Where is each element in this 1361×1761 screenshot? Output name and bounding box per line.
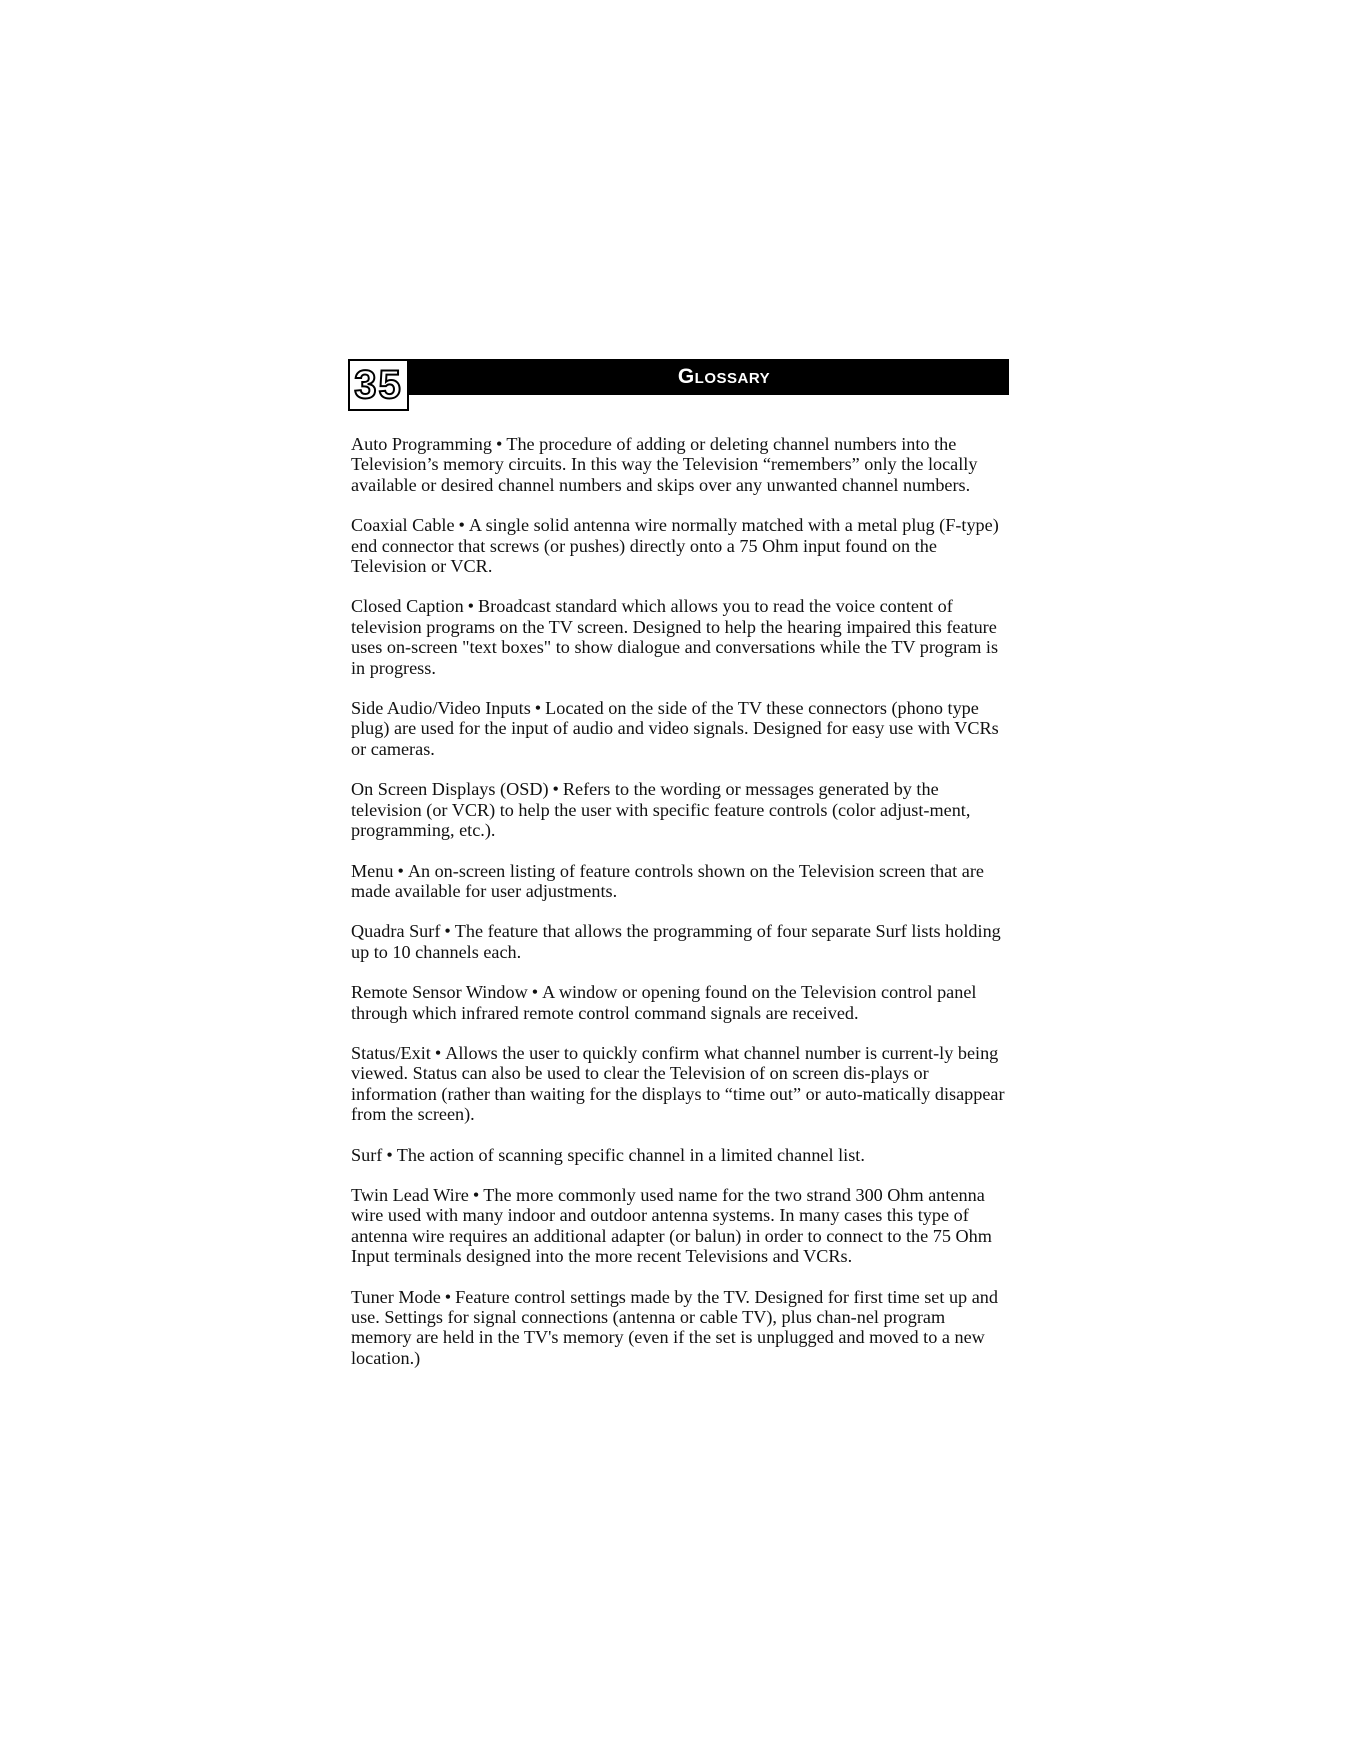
glossary-list (351, 434, 1006, 1388)
glossary-entry (351, 1145, 1006, 1165)
entry-definition: The action of scanning specific channel in a limited channel list. (396, 1144, 865, 1165)
entry-definition: An on-screen listing of feature controls shown on the Television screen that are made available for user adjustments. (351, 860, 984, 901)
glossary-entry (351, 515, 1006, 576)
entry-term: On Screen Displays (OSD) (351, 779, 549, 800)
entry-term: Quadra Surf (351, 921, 441, 942)
title-bar (409, 359, 1009, 395)
glossary-entry (351, 1043, 1006, 1125)
bullet-separator: • (444, 921, 451, 942)
glossary-entry (351, 698, 1006, 759)
entry-term: Twin Lead Wire (351, 1184, 469, 1205)
entry-term: Coaxial Cable (351, 515, 455, 536)
entry-term: Side Audio/Video Inputs (351, 698, 531, 719)
entry-term: Surf (351, 1144, 383, 1165)
entry-definition: A single solid antenna wire normally matched with a metal plug (F-type) end connector that screws (or pushes) directly onto a 75 Ohm input found on the Television or VCR. (351, 515, 999, 577)
entry-term: Menu (351, 860, 394, 881)
glossary-entry (351, 861, 1006, 902)
glossary-entry (351, 1287, 1006, 1369)
bullet-separator: • (467, 596, 475, 617)
entry-definition: A window or opening found on the Television control panel through which infrared remote control command signals are received. (351, 982, 977, 1023)
bullet-separator: • (458, 515, 465, 536)
entry-definition: Allows the user to quickly confirm what channel number is current-ly being viewed. Status can also be used to clear the Television of on screen dis-plays or information (rather than waiting for the displays to “time out” or auto-matically disappear from the screen). (351, 1042, 1005, 1125)
entry-term: Auto Programming (351, 434, 492, 454)
glossary-entry (351, 1185, 1006, 1267)
entry-term: Tuner Mode (351, 1286, 441, 1307)
glossary-entry (351, 596, 1006, 678)
glossary-entry (351, 434, 1006, 495)
page-header (348, 359, 1009, 413)
bullet-separator: • (397, 860, 404, 881)
page-title: Glossary (677, 365, 771, 388)
page-number: 35 (354, 363, 403, 407)
entry-term: Status/Exit (351, 1042, 431, 1063)
glossary-entry (351, 982, 1006, 1023)
page-number-box (348, 359, 409, 411)
bullet-separator: • (534, 698, 542, 719)
bullet-separator: • (531, 982, 539, 1003)
entry-definition: The feature that allows the programming of four separate Surf lists holding up to 10 channels each. (351, 921, 1001, 962)
glossary-entry (351, 921, 1006, 962)
bullet-separator: • (472, 1184, 480, 1205)
entry-term: Remote Sensor Window (351, 982, 528, 1003)
bullet-separator: • (444, 1286, 452, 1307)
bullet-separator: • (552, 779, 559, 800)
entry-definition: Feature control settings made by the TV. Designed for first time set up and use. Settings for signal connections (antenna or cable TV), plus chan-nel program memory are held in the TV's memory (even if the set is unplugged and moved to a new location.) (351, 1286, 998, 1368)
bullet-separator: • (386, 1144, 393, 1165)
entry-definition: Refers to the wording or messages generated by the television (or VCR) to help the user with specific feature controls (color adjust-ment, programming, etc.). (351, 779, 971, 841)
entry-definition: The more commonly used name for the two strand 300 Ohm antenna wire used with many indoor and outdoor antenna systems. In many cases this type of antenna wire requires an additional adapter (or balun) in order to connect to the 75 Ohm Input terminals designed into the more recent Televisions and VCRs. (351, 1184, 992, 1267)
bullet-separator: • (434, 1042, 442, 1063)
entry-definition: Located on the side of the TV these connectors (phono type plug) are used for the input of audio and video signals. Designed for easy use with VCRs or cameras. (351, 698, 999, 759)
bullet-separator: • (495, 434, 503, 454)
entry-definition: Broadcast standard which allows you to read the voice content of television programs on the TV screen. Designed to help the hearing impaired this feature uses on-screen "text boxes" to show dialogue and conversations while the TV program is in progress. (351, 596, 999, 678)
entry-definition: The procedure of adding or deleting channel numbers into the Television’s memory circuits. In this way the Television “remembers” only the locally available or desired channel numbers and skips over any unwanted channel numbers. (351, 434, 978, 495)
glossary-entry (351, 779, 1006, 840)
entry-term: Closed Caption (351, 596, 464, 617)
